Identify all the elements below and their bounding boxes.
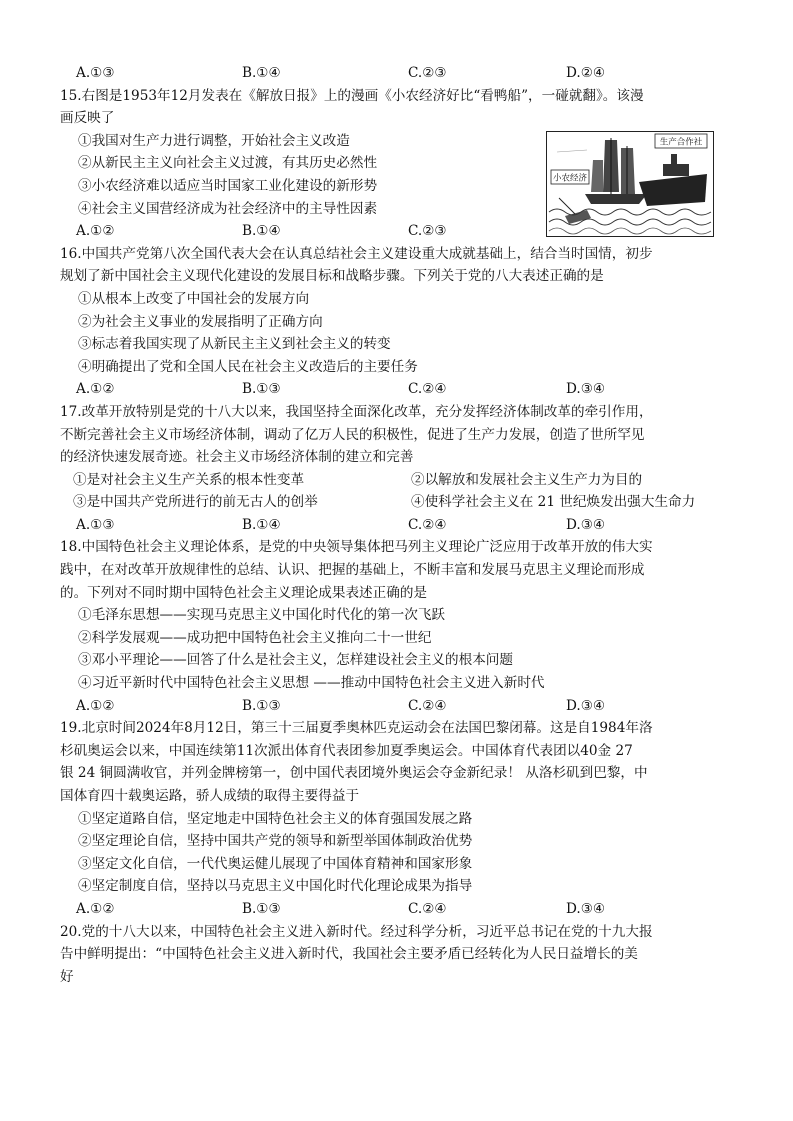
question-20 — [60, 921, 740, 989]
question-stem: 15.右图是1953年12月发表在《解放日报》上的漫画《小农经济好比“看鸭船”，一碰就翻》。该漫 — [60, 87, 644, 104]
question-stem: 16.中国共产党第八次全国代表大会在认真总结社会主义建设重大成就基础上，结合当时国情，初步 — [60, 245, 653, 262]
choice-b[interactable]: B.①③ — [242, 900, 281, 917]
choice-a[interactable]: A.①② — [76, 900, 115, 917]
choice-c[interactable]: C.②④ — [408, 900, 447, 917]
question-stem: 杉矶奥运会以来，中国连续第11次派出体育代表团参加夏季奥运会。中国体育代表团以40金 27 — [60, 742, 633, 759]
choice-d[interactable]: D.③④ — [566, 900, 606, 917]
choice-a[interactable]: A.①② — [76, 381, 115, 398]
choice-c[interactable]: C.②④ — [408, 516, 447, 533]
question-19 — [60, 717, 740, 920]
boat-label: 小农经济 — [552, 173, 588, 184]
q17-choices — [60, 514, 740, 537]
option-2: ②为社会主义事业的发展指明了正确方向 — [78, 313, 323, 330]
q18-choices — [60, 695, 740, 718]
question-16 — [60, 243, 740, 401]
question-stem: 20.党的十八大以来，中国特色社会主义进入新时代。经过科学分析，习近平总书记在党的十九大报 — [60, 923, 653, 940]
option-3: ③邓小平理论——回答了什么是社会主义，怎样建设社会主义的根本问题 — [78, 652, 513, 669]
choice-d[interactable]: D.③④ — [566, 697, 606, 714]
choice-d[interactable]: D.③④ — [566, 381, 606, 398]
option-3: ③坚定文化自信，一代代奥运健儿展现了中国体育精神和国家形象 — [78, 855, 473, 872]
options-row — [60, 491, 740, 514]
choice-a[interactable]: A.①② — [76, 697, 115, 714]
choice-c[interactable]: C.②④ — [408, 697, 447, 714]
option-2: ②坚定理论自信，坚持中国共产党的领导和新型举国体制政治优势 — [78, 833, 473, 850]
question-stem: 不断完善社会主义市场经济体制，调动了亿万人民的积极性，促进了生产力发展，创造了世所罕见 — [60, 426, 645, 443]
question-stem: 画反映了 — [60, 110, 115, 127]
choice-b[interactable]: B.①④ — [242, 516, 281, 533]
choice-d[interactable]: D.②④ — [566, 65, 606, 81]
choice-c[interactable]: C.②④ — [408, 381, 447, 398]
choice-b[interactable]: B.①④ — [242, 223, 281, 240]
option-1: ①毛泽东思想——实现马克思主义中国化时代化的第一次飞跃 — [78, 607, 446, 624]
question-17 — [60, 401, 740, 537]
question-stem: 国体育四十载奥运路，骄人成绩的取得主要得益于 — [60, 788, 360, 804]
question-18 — [60, 536, 740, 717]
option-4: ④明确提出了党和全国人民在社会主义改造后的主要任务 — [78, 358, 418, 375]
question-stem: 18.中国特色社会主义理论体系，是党的中央领导集体把马列主义理论广泛应用于改革开放的伟大实 — [60, 539, 653, 556]
choice-c[interactable]: C.②③ — [408, 65, 447, 81]
option-2: ②以解放和发展社会主义生产力为目的 — [411, 471, 643, 488]
option-4: ④习近平新时代中国特色社会主义思想 ——推动中国特色社会主义进入新时代 — [78, 675, 545, 692]
choice-d[interactable]: D.③④ — [566, 516, 606, 533]
question-stem: 17.改革开放特别是党的十八大以来，我国坚持全面深化改革，充分发挥经济体制改革的牵引作用， — [60, 403, 653, 420]
question-stem: 19.北京时间2024年8月12日，第三十三届夏季奥林匹克运动会在法国巴黎闭幕。这是自1984年洛 — [60, 720, 653, 737]
cartoon-illustration — [547, 132, 713, 236]
question-15 — [60, 85, 740, 243]
choice-a[interactable]: A.①③ — [76, 65, 115, 81]
q14-choices — [60, 62, 740, 85]
question-stem: 的经济快速发展奇迹。社会主义市场经济体制的建立和完善 — [60, 449, 414, 466]
choice-b[interactable]: B.①③ — [242, 697, 281, 714]
q16-choices — [60, 378, 740, 401]
option-4: ④使科学社会主义在 21 世纪焕发出强大生命力 — [411, 494, 696, 511]
option-4: ④坚定制度自信，坚持以马克思主义中国化时代化理论成果为指导 — [78, 878, 473, 895]
option-3: ③小农经济难以适应当时国家工业化建设的新形势 — [78, 177, 378, 194]
option-2: ②从新民主主义向社会主义过渡，有其历史必然性 — [78, 155, 378, 172]
choice-b[interactable]: B.①③ — [242, 381, 281, 398]
question-stem: 告中鲜明提出：“中国特色社会主义进入新时代，我国社会主要矛盾已经转化为人民日益增长的美 — [60, 946, 638, 963]
choice-b[interactable]: B.①④ — [242, 65, 281, 81]
choice-c[interactable]: C.②③ — [408, 223, 447, 240]
option-1: ①从根本上改变了中国社会的发展方向 — [78, 290, 310, 307]
question-stem: 规划了新中国社会主义现代化建设的发展目标和战略步骤。下列关于党的八大表述正确的是 — [60, 268, 604, 285]
option-2: ②科学发展观——成功把中国特色社会主义推向二十一世纪 — [78, 629, 432, 646]
question-stem: 践中，在对改革开放规律性的总结、认识、把握的基础上，不断丰富和发展马克思主义理论而形成 — [60, 562, 645, 579]
option-1: ①我国对生产力进行调整，开始社会主义改造 — [78, 132, 350, 149]
option-1: ①坚定道路自信，坚定地走中国特色社会主义的体育强国发展之路 — [78, 810, 473, 827]
option-3: ③是中国共产党所进行的前无古人的创举 — [73, 494, 318, 511]
option-1: ①是对社会主义生产关系的根本性变革 — [73, 471, 305, 488]
question-stem: 银 24 铜圆满收官，并列金牌榜第一，创中国代表团境外奥运会夺金新纪录！ 从洛杉矶到巴黎，中 — [60, 765, 648, 782]
question-stem: 的。下列对不同时期中国特色社会主义理论成果表述正确的是 — [60, 584, 428, 601]
cartoon-image — [546, 131, 714, 237]
option-3: ③标志着我国实现了从新民主主义到社会主义的转变 — [78, 336, 391, 353]
choice-a[interactable]: A.①② — [76, 223, 115, 240]
ship-label: 生产合作社 — [659, 137, 703, 148]
options-row — [60, 469, 740, 492]
question-stem: 好 — [60, 968, 74, 985]
q19-choices — [60, 898, 740, 921]
exam-page — [60, 62, 740, 988]
choice-a[interactable]: A.①③ — [76, 516, 115, 533]
option-4: ④社会主义国营经济成为社会经济中的主导性因素 — [78, 200, 378, 217]
